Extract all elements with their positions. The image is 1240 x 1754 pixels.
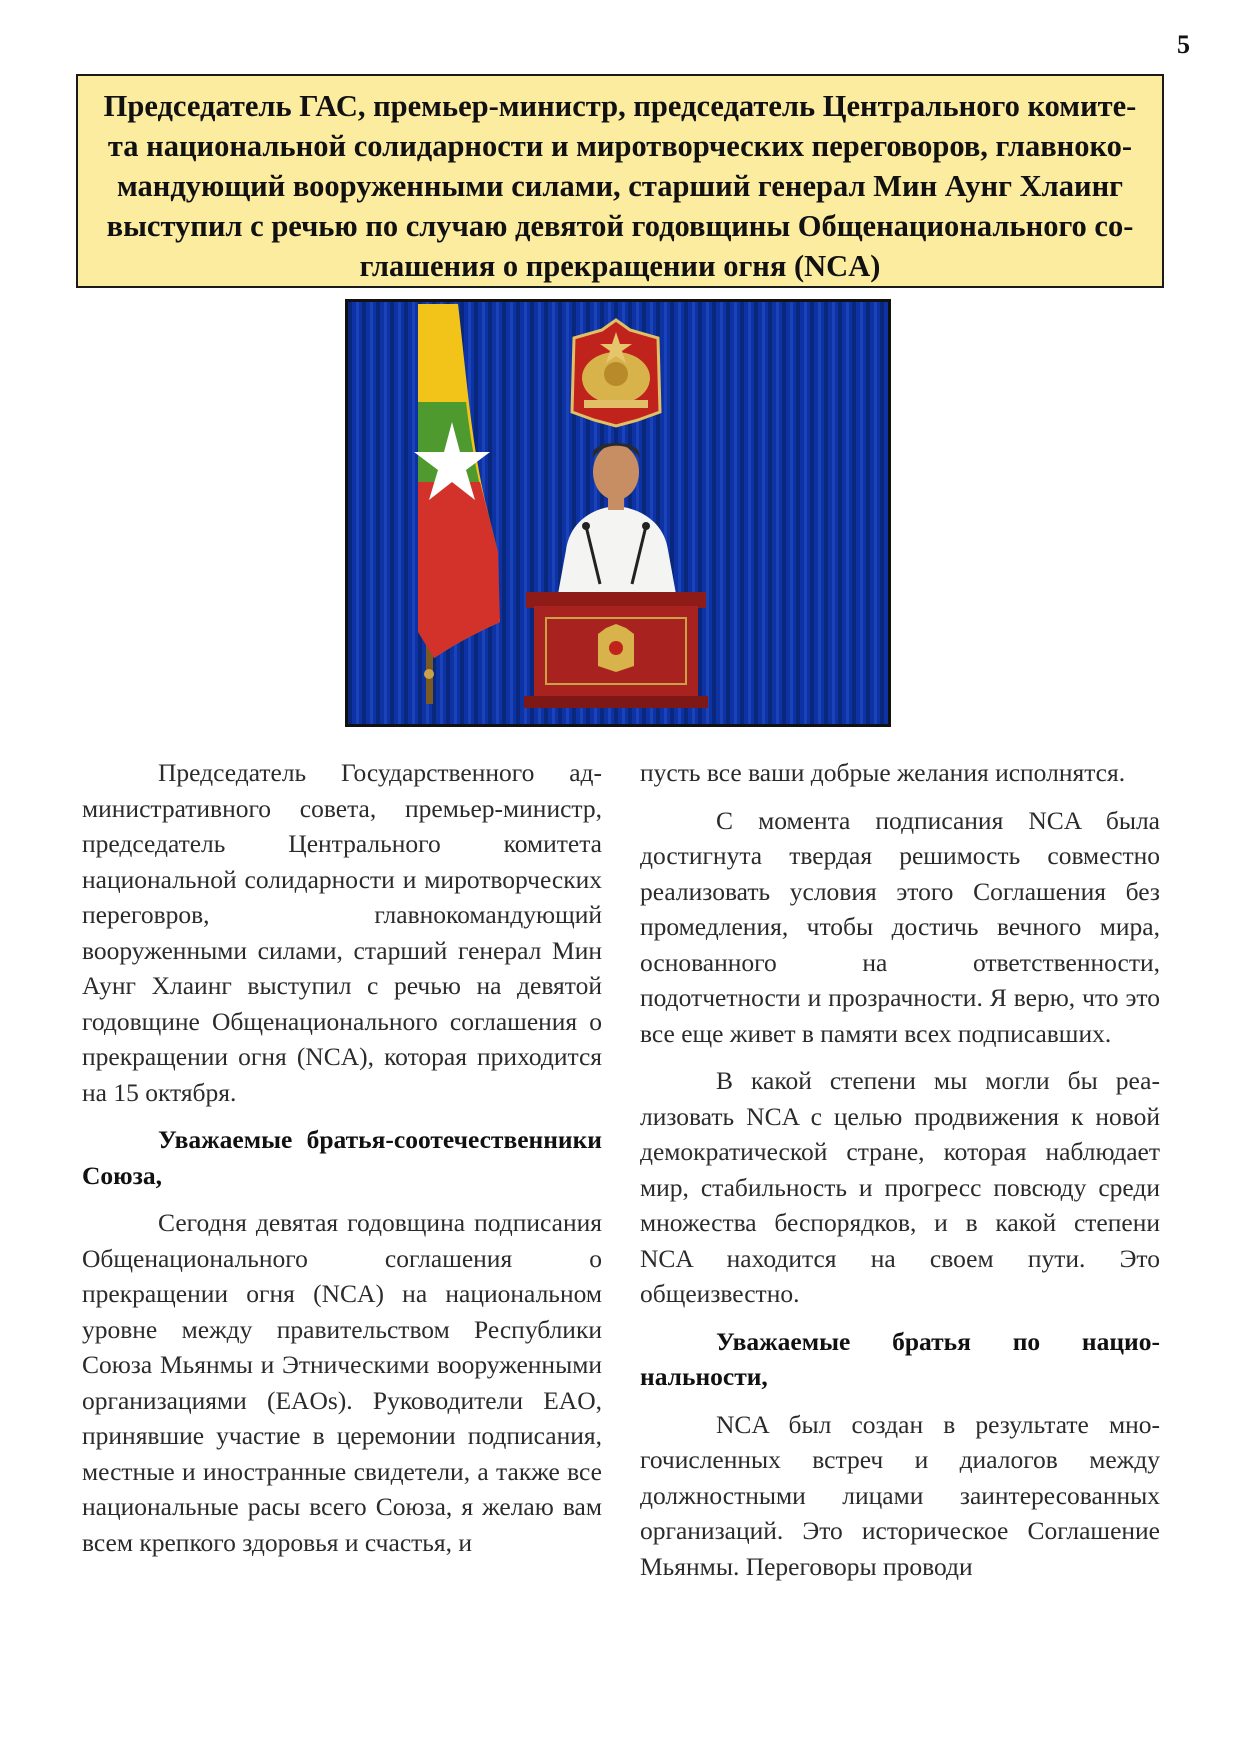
headline [102,86,1138,286]
paragraph: С момента подписания NCA была достигнута твердая решимость совместно реализовать условия этого Соглашения без промедления, чтобы достичь вечного мира, основанного на ответственности, подотчетности и прозрачности. Я верю, что это все еще живет в памяти всех подписавших. [640,805,1160,1048]
paragraph: NCA был создан в результате многочисленных встреч и диалогов между должностными лицами заинтересованных организаций. Это историческое Соглашение Мьянмы. Переговоры проводи [640,1409,1160,1581]
headline-line: выступил с речью по случаю девятой годовщины Общенационального со- [106,209,1134,243]
headline-line: та национальной солидарности и миротворческих переговоров, главноко- [107,129,1133,163]
headline-box [76,74,1164,288]
article-column-left [82,755,602,1572]
page-number: 5 [1177,30,1190,59]
photo-illustration [348,302,888,724]
greeting-heading: Уважаемые братья-соотечественники Союза, [82,1125,602,1190]
headline-line: Председатель ГАС, премьер-министр, председатель Центрального комите- [103,89,1137,123]
headline-line: глашения о прекращении огня (NCA) [359,249,881,283]
paragraph: Председатель Государственного административного совета, премьер-министр, председатель Центрального комитета национальной солидарности и миротворческих переговров, главнокомандующий вооруженными силами, старший генерал Мин Аунг Хлаинг выступил с речью на девятой годовщине Общенационального соглашения о прекращении огня (NCA), которая приходится на 15 октября. [82,758,602,1107]
speech-photo [345,299,891,727]
state-emblem-icon [572,320,660,426]
podium [524,592,708,708]
podium-emblem-icon [598,624,634,672]
article-column-right [640,755,1160,1596]
paragraph: В какой степени мы могли бы реализовать NCA с целью продвижения к новой демократической стране, которая наблюдает мир, стабильность и прогресс повсюду среди множества беспорядков, и в какой степени NCA находится на своем пути. Это общеизвестно. [640,1066,1160,1308]
headline-line: мандующий вооруженными силами, старший генерал Мин Аунг Хлаинг [116,169,1123,203]
greeting-heading: Уважаемые братья по национальности, [640,1326,1160,1391]
paragraph-continued: пусть все ваши добрые желания исполнятся. [640,758,1126,787]
paragraph: Сегодня девятая годовщина подписания Общенационального соглашения о прекращении огня (NCA) на национальном уровне между правительством Республики Союза Мьянмы и Этническими вооруженными организациями (EAOs). Руководители EAO, принявшие участие в церемонии подписания, местные и иностранные свидетели, а также все национальные расы всего Союза, я желаю вам всем крепкого здоровья и счастья, и [82,1208,602,1557]
